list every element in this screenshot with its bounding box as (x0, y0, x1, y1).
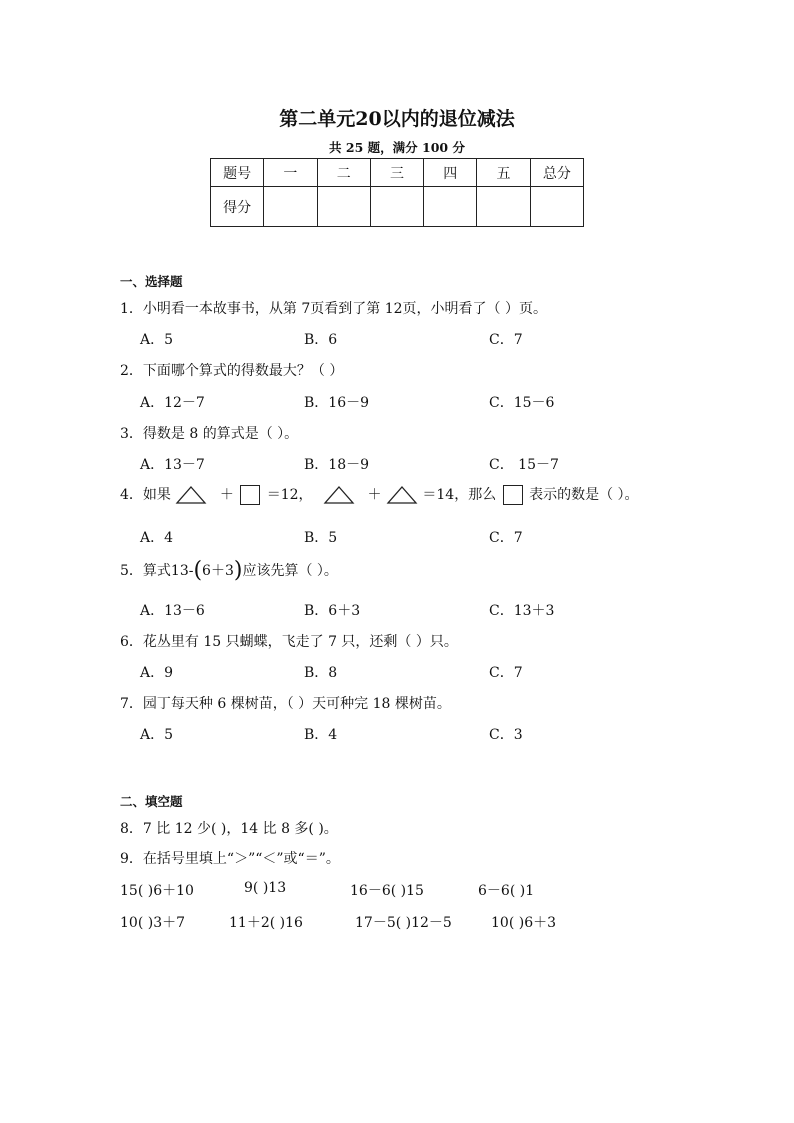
q5-open-paren: ( (193, 558, 203, 583)
q3-option-c[interactable]: C． 15－7 (489, 457, 559, 473)
compare-item[interactable]: 9( )13 (244, 880, 287, 896)
score-input-1[interactable] (264, 187, 317, 227)
square-icon (240, 485, 260, 505)
question-6: 6．花丛里有 15 只蝴蝶，飞走了 7 只，还剩（ ）只。 (120, 634, 458, 650)
score-table-score-row (211, 187, 584, 227)
score-input-5[interactable] (477, 187, 530, 227)
q5-prefix: 5．算式13- (120, 563, 194, 579)
score-table-header-row (211, 159, 584, 187)
q6-option-b[interactable]: B．8 (304, 665, 338, 681)
q3-option-b[interactable]: B．18－9 (304, 457, 370, 473)
score-row-label: 得分 (211, 187, 264, 227)
score-table (210, 158, 584, 227)
q7-option-c[interactable]: C．3 (489, 727, 523, 743)
square-icon (503, 485, 523, 505)
score-cell-label: 题号 (211, 159, 264, 187)
question-5 (120, 558, 338, 583)
score-cell-3: 三 (370, 159, 423, 187)
question-1: 1．小明看一本故事书，从第 7页看到了第 12页，小明看了（ ）页。 (120, 301, 547, 317)
q2-option-b[interactable]: B．16－9 (304, 395, 370, 411)
question-3: 3．得数是 8 的算式是（ ）。 (120, 426, 299, 442)
q4-equals-2: ＝14，那么 (422, 487, 497, 503)
q5-option-a[interactable]: A．13－6 (140, 603, 205, 619)
question-7: 7．园丁每天种 6 棵树苗，（ ）天可种完 18 棵树苗。 (120, 696, 451, 712)
score-cell-1: 一 (264, 159, 317, 187)
q5-inner: 6＋3 (202, 563, 234, 579)
q7-option-b[interactable]: B．4 (304, 727, 338, 743)
page-title: 第二单元20以内的退位减法 (279, 108, 515, 130)
compare-item[interactable]: 15( )6＋10 (120, 883, 194, 899)
q4-plus-2: ＋ (367, 487, 382, 503)
q3-option-a[interactable]: A．13－7 (140, 457, 205, 473)
score-input-3[interactable] (370, 187, 423, 227)
score-input-4[interactable] (424, 187, 477, 227)
q5-suffix: 应该先算（ ）。 (242, 563, 338, 579)
score-cell-total: 总分 (530, 159, 583, 187)
score-cell-2: 二 (317, 159, 370, 187)
q1-option-a[interactable]: A．5 (140, 332, 174, 348)
q1-option-c[interactable]: C．7 (489, 332, 523, 348)
compare-item[interactable]: 10( )6＋3 (491, 915, 557, 931)
q4-prefix: 4．如果 (120, 487, 171, 503)
compare-item[interactable]: 11＋2( )16 (229, 915, 303, 931)
q4-option-a[interactable]: A．4 (140, 530, 174, 546)
q2-option-c[interactable]: C．15－6 (489, 395, 555, 411)
question-9: 9．在括号里填上“＞”“＜”或“＝”。 (120, 851, 340, 867)
q5-option-b[interactable]: B．6＋3 (304, 603, 361, 619)
q6-option-a[interactable]: A．9 (140, 665, 174, 681)
page-subtitle: 共 25 题，满分 100 分 (329, 140, 465, 155)
score-input-2[interactable] (317, 187, 370, 227)
q4-equals-1: ＝12， (266, 487, 313, 503)
q2-option-a[interactable]: A．12－7 (140, 395, 205, 411)
q5-close-paren: ) (233, 558, 243, 583)
question-4 (120, 484, 639, 505)
question-2: 2．下面哪个算式的得数最大？（ ） (120, 363, 344, 379)
score-cell-4: 四 (424, 159, 477, 187)
compare-item[interactable]: 17－5( )12－5 (355, 915, 452, 931)
compare-item[interactable]: 10( )3＋7 (120, 915, 186, 931)
q7-option-a[interactable]: A．5 (140, 727, 174, 743)
q4-option-c[interactable]: C．7 (489, 530, 523, 546)
compare-item[interactable]: 16－6( )15 (350, 883, 424, 899)
score-cell-5: 五 (477, 159, 530, 187)
q4-option-b[interactable]: B．5 (304, 530, 338, 546)
section-heading-fill: 二、填空题 (120, 794, 183, 809)
q4-plus-1: ＋ (219, 487, 234, 503)
section-heading-choice: 一、选择题 (120, 274, 183, 289)
q4-suffix: 表示的数是（ ）。 (529, 487, 639, 503)
q5-option-c[interactable]: C．13＋3 (489, 603, 555, 619)
score-input-total[interactable] (530, 187, 583, 227)
triangle-icon (175, 485, 207, 505)
compare-item[interactable]: 6－6( )1 (478, 883, 535, 899)
triangle-icon (386, 485, 418, 505)
question-8: 8．7 比 12 少( )，14 比 8 多( )。 (120, 821, 338, 837)
triangle-icon (323, 485, 355, 505)
q6-option-c[interactable]: C．7 (489, 665, 523, 681)
q1-option-b[interactable]: B．6 (304, 332, 338, 348)
